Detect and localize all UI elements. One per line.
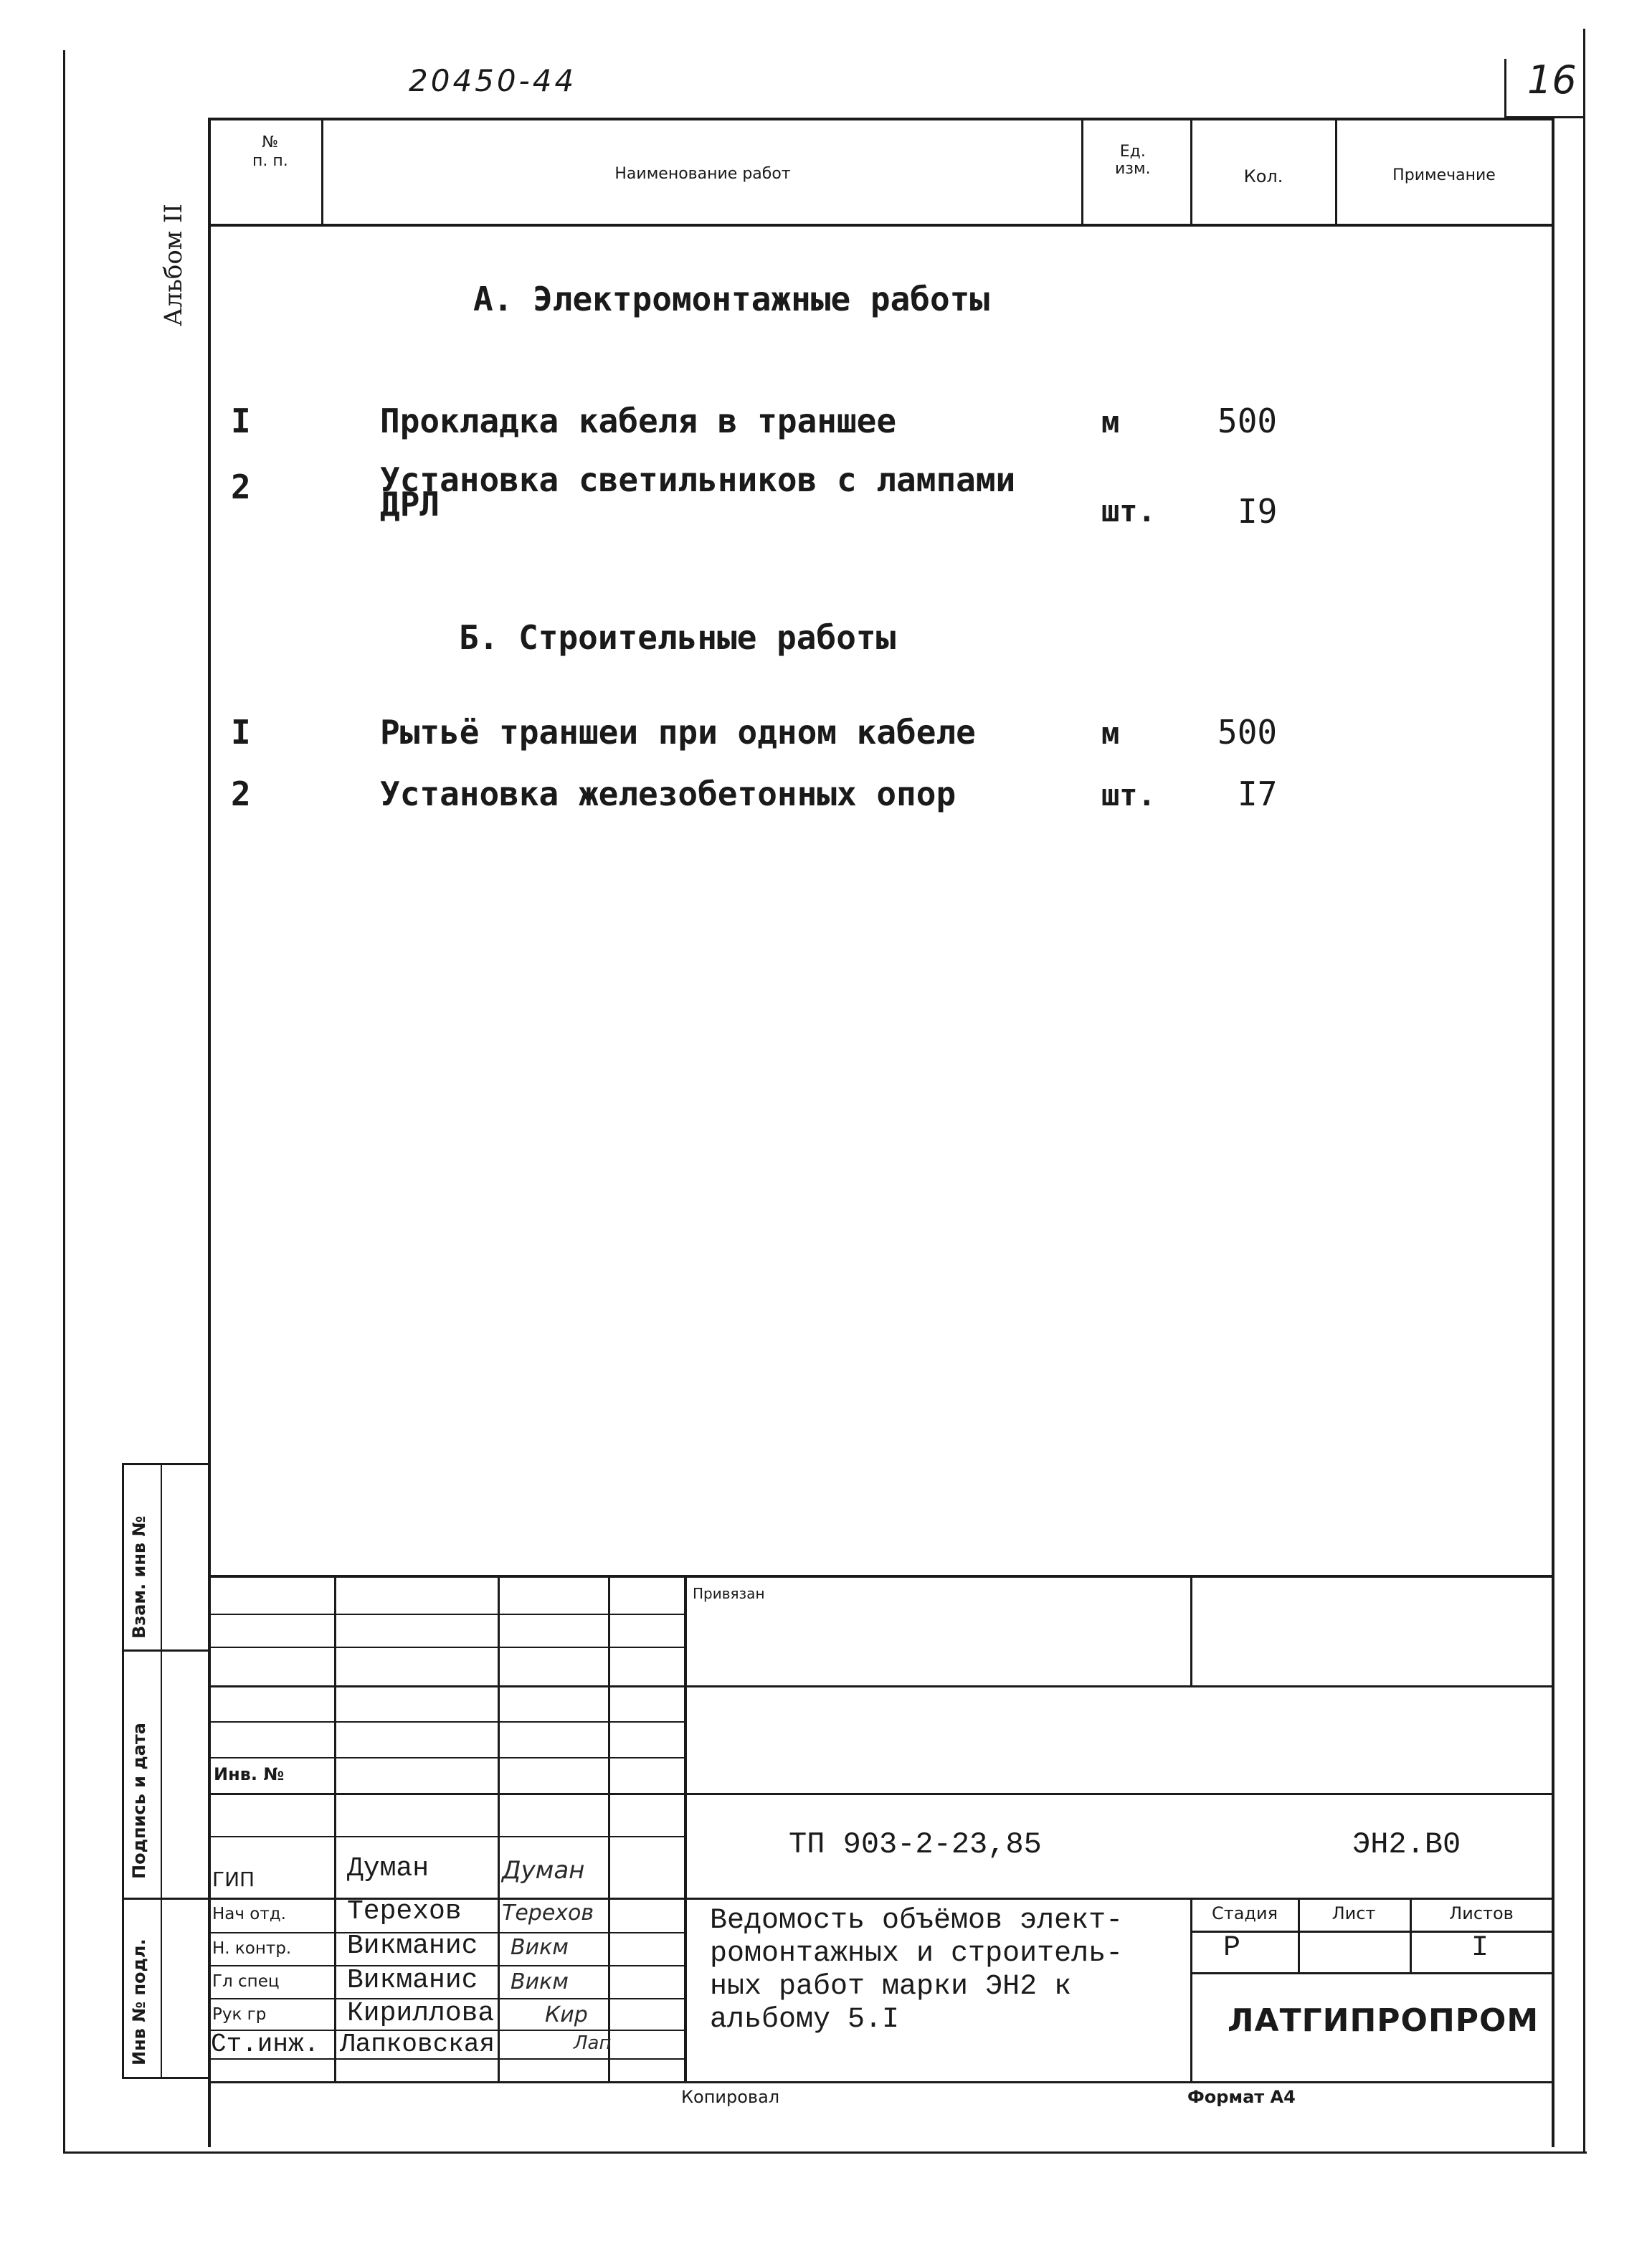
- page-number: 16: [1527, 57, 1577, 103]
- tb-row-4: [208, 1721, 685, 1723]
- tb-signature-2: Викм: [511, 1935, 569, 1960]
- section-title-b: Б. Строительные работы: [459, 618, 896, 657]
- tb-sheet-code: ЭН2.В0: [1352, 1827, 1461, 1862]
- tb-left-col4: [684, 1575, 687, 2083]
- tb-top: [208, 1575, 1554, 1578]
- tb-privyazan: Привязан: [693, 1585, 765, 1602]
- tb-row-2: [208, 1647, 685, 1648]
- tb-left-col2: [498, 1575, 500, 2083]
- tb-bottom: [208, 2081, 1554, 2083]
- row-a1-unit: м: [1101, 404, 1120, 440]
- tb-signature-4: Кир: [545, 2002, 588, 2027]
- tb-name-4: Кириллова: [347, 1998, 495, 2029]
- row-b1-unit: м: [1101, 716, 1120, 751]
- header-qty: Кол.: [1243, 166, 1283, 186]
- side-stamp-inv-podl: Инв № подл.: [129, 1938, 149, 2065]
- row-b2-name: Установка железобетонных опор: [380, 775, 956, 813]
- tb-row-3: [208, 1685, 1554, 1687]
- row-a2-num: 2: [231, 468, 251, 506]
- footer-copied: Копировал: [681, 2087, 780, 2107]
- tb-role-5: Ст.инж.: [211, 2030, 320, 2059]
- footer-format: Формат А4: [1187, 2087, 1296, 2107]
- album-label: Альбом II: [159, 204, 188, 326]
- tb-role-0: ГИП: [212, 1867, 255, 1891]
- page-number-box-left: [1504, 59, 1506, 118]
- side-stamp-sep-2: [122, 1898, 209, 1900]
- side-stamp-podpis-data: Подпись и дата: [129, 1723, 149, 1879]
- header-unit: Ед. изм.: [1115, 143, 1151, 178]
- side-stamp-inner: [161, 1463, 162, 2078]
- table-right-border: [1552, 118, 1554, 2147]
- row-b1-qty: 500: [1217, 713, 1278, 752]
- row-a1-name: Прокладка кабеля в траншее: [380, 402, 897, 440]
- side-stamp-vzam-inv: Взам. инв №: [129, 1515, 149, 1639]
- side-stamp-top: [122, 1463, 209, 1465]
- tb-name-2: Викманис: [347, 1931, 478, 1961]
- row-a1-num: I: [231, 402, 251, 440]
- tb-role-3: Гл спец: [212, 1972, 280, 1991]
- tb-signature-5: Лап: [574, 2032, 612, 2054]
- header-sep-3: [1190, 118, 1192, 225]
- tb-signature-1: Терехов: [502, 1900, 594, 1926]
- tb-stage-col-2: [1410, 1898, 1412, 1974]
- table-top-border: [208, 118, 1554, 120]
- row-a2-name: Установка светильников с лампами ДРЛ: [380, 460, 1016, 524]
- tb-stage-col-1: [1298, 1898, 1300, 1974]
- tb-signature-0: Думан: [502, 1856, 585, 1885]
- tb-name-5: Лапковская: [340, 2030, 495, 2059]
- row-a1-qty: 500: [1217, 402, 1278, 440]
- tb-left-col3: [608, 1575, 610, 2083]
- row-b2-qty: I7: [1238, 775, 1278, 813]
- tb-organization: ЛАТГИПРОПРОМ: [1228, 2002, 1539, 2039]
- tb-sheets-label: Листов: [1449, 1903, 1514, 1923]
- tb-privyazan-sep: [1190, 1575, 1192, 1687]
- side-stamp-left: [122, 1463, 124, 2078]
- tb-sheet-label: Лист: [1331, 1903, 1376, 1923]
- tb-signature-3: Викм: [511, 1969, 569, 1994]
- tb-stage-row: [1190, 1931, 1554, 1933]
- header-num: № п. п.: [252, 133, 288, 170]
- tb-row-5: [208, 1757, 685, 1758]
- row-b1-num: I: [231, 713, 251, 752]
- tb-role-1: Нач отд.: [212, 1905, 286, 1923]
- handwritten-doc-number: 20450-44: [409, 63, 577, 98]
- header-sep-1: [321, 118, 323, 225]
- outer-frame-bottom: [63, 2151, 1587, 2154]
- tb-row-6: [208, 1793, 1554, 1795]
- tb-row-1: [208, 1614, 685, 1615]
- tb-stage-label: Стадия: [1211, 1903, 1278, 1923]
- tb-name-3: Викманис: [347, 1965, 478, 1996]
- tb-description: Ведомость объёмов элект- ромонтажных и строитель- ных работ марки ЭН2 к альбому 5.I: [710, 1905, 1124, 2036]
- row-b1-name: Рытьё траншеи при одном кабеле: [380, 713, 976, 752]
- tb-inv-no: Инв. №: [214, 1764, 285, 1784]
- header-note: Примечание: [1392, 166, 1496, 184]
- tb-name-1: Терехов: [347, 1896, 462, 1927]
- row-b2-num: 2: [231, 775, 251, 813]
- tb-sheets-value: I: [1471, 1932, 1489, 1964]
- row-a2-qty: I9: [1238, 492, 1278, 531]
- tb-doc-code: [789, 1827, 1042, 1862]
- tb-stage-value: Р: [1223, 1932, 1241, 1964]
- outer-frame-right: [1583, 29, 1585, 2151]
- table-left-border: [208, 118, 211, 2147]
- row-b2-unit: шт.: [1101, 777, 1156, 813]
- header-name: Наименование работ: [614, 165, 791, 183]
- tb-stage-row-2: [1190, 1972, 1554, 1974]
- tb-stage-sep: [1190, 1898, 1192, 2083]
- row-a2-unit: шт.: [1101, 493, 1156, 529]
- table-header-bottom: [208, 224, 1554, 227]
- side-stamp-sep-1: [122, 1649, 209, 1652]
- tb-doc-code-text: ТП 903-2-23,85: [789, 1827, 1042, 1862]
- section-title-a: А. Электромонтажные работы: [473, 280, 990, 318]
- header-sep-2: [1081, 118, 1083, 225]
- outer-frame-left: [63, 50, 65, 2151]
- side-stamp-bottom: [122, 2077, 209, 2079]
- tb-left-col1: [334, 1575, 336, 2083]
- header-sep-4: [1335, 118, 1337, 225]
- tb-row-7: [208, 1836, 685, 1837]
- tb-role-4: Рук гр: [212, 2005, 267, 2024]
- tb-role-2: Н. контр.: [212, 1939, 292, 1958]
- tb-name-0: Думан: [347, 1853, 429, 1884]
